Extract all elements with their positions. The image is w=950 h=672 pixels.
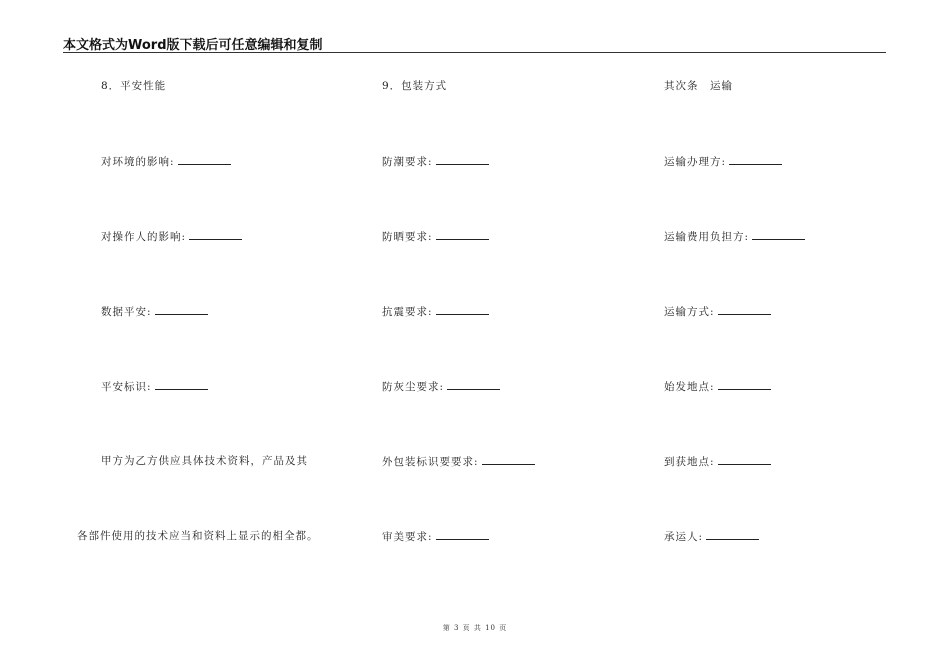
fill-blank[interactable] <box>436 304 489 315</box>
field-label: 到获地点: <box>664 456 715 468</box>
field-origin <box>664 379 771 394</box>
fill-blank[interactable] <box>447 379 500 390</box>
field-operator-impact <box>101 229 242 244</box>
field-label: 外包装标识要要求: <box>382 456 479 468</box>
field-label: 运输费用负担方: <box>664 231 750 243</box>
field-label: 数据平安: <box>101 306 152 318</box>
header-divider <box>63 52 886 53</box>
field-transport-method <box>664 304 771 319</box>
field-safety-mark <box>101 379 208 394</box>
section-heading-safety: 8．平安性能 <box>101 80 167 92</box>
field-label: 对操作人的影响: <box>101 231 187 243</box>
field-data-safety <box>101 304 208 319</box>
section-heading-transport: 其次条 运输 <box>664 80 733 92</box>
field-label: 防灰尘要求: <box>382 381 445 393</box>
field-label: 运输办理方: <box>664 156 727 168</box>
fill-blank[interactable] <box>482 454 535 465</box>
fill-blank[interactable] <box>189 229 242 240</box>
field-label: 承运人: <box>664 531 704 543</box>
field-transport-cost-bearer <box>664 229 805 244</box>
field-label: 抗震要求: <box>382 306 433 318</box>
fill-blank[interactable] <box>718 304 771 315</box>
fill-blank[interactable] <box>729 154 782 165</box>
fill-blank[interactable] <box>155 379 208 390</box>
fill-blank[interactable] <box>178 154 231 165</box>
field-label: 防潮要求: <box>382 156 433 168</box>
field-label: 审美要求: <box>382 531 433 543</box>
field-label: 运输方式: <box>664 306 715 318</box>
field-aesthetic <box>382 529 489 544</box>
fill-blank[interactable] <box>436 154 489 165</box>
field-sun-proof <box>382 229 489 244</box>
fill-blank[interactable] <box>706 529 759 540</box>
field-label: 防晒要求: <box>382 231 433 243</box>
field-shock-proof <box>382 304 489 319</box>
fill-blank[interactable] <box>436 529 489 540</box>
fill-blank[interactable] <box>436 229 489 240</box>
field-label: 对环境的影响: <box>101 156 175 168</box>
section-heading-packaging: 9．包装方式 <box>382 80 448 92</box>
field-destination <box>664 454 771 469</box>
document-header-title: 本文格式为Word版下载后可任意编辑和复制 <box>63 38 323 53</box>
field-environment-impact <box>101 154 231 169</box>
field-outer-package-mark <box>382 454 535 469</box>
page-number: 第 3 页 共 10 页 <box>442 624 508 632</box>
field-moisture-proof <box>382 154 489 169</box>
field-dust-proof <box>382 379 500 394</box>
fill-blank[interactable] <box>155 304 208 315</box>
fill-blank[interactable] <box>718 454 771 465</box>
field-transport-handler <box>664 154 782 169</box>
field-carrier <box>664 529 759 544</box>
paragraph-line-2: 各部件使用的技术应当和资料上显示的相全都。 <box>77 530 319 542</box>
field-label: 平安标识: <box>101 381 152 393</box>
fill-blank[interactable] <box>718 379 771 390</box>
fill-blank[interactable] <box>752 229 805 240</box>
paragraph-line-1: 甲方为乙方供应具体技术资料，产品及其 <box>101 455 308 467</box>
field-label: 始发地点: <box>664 381 715 393</box>
